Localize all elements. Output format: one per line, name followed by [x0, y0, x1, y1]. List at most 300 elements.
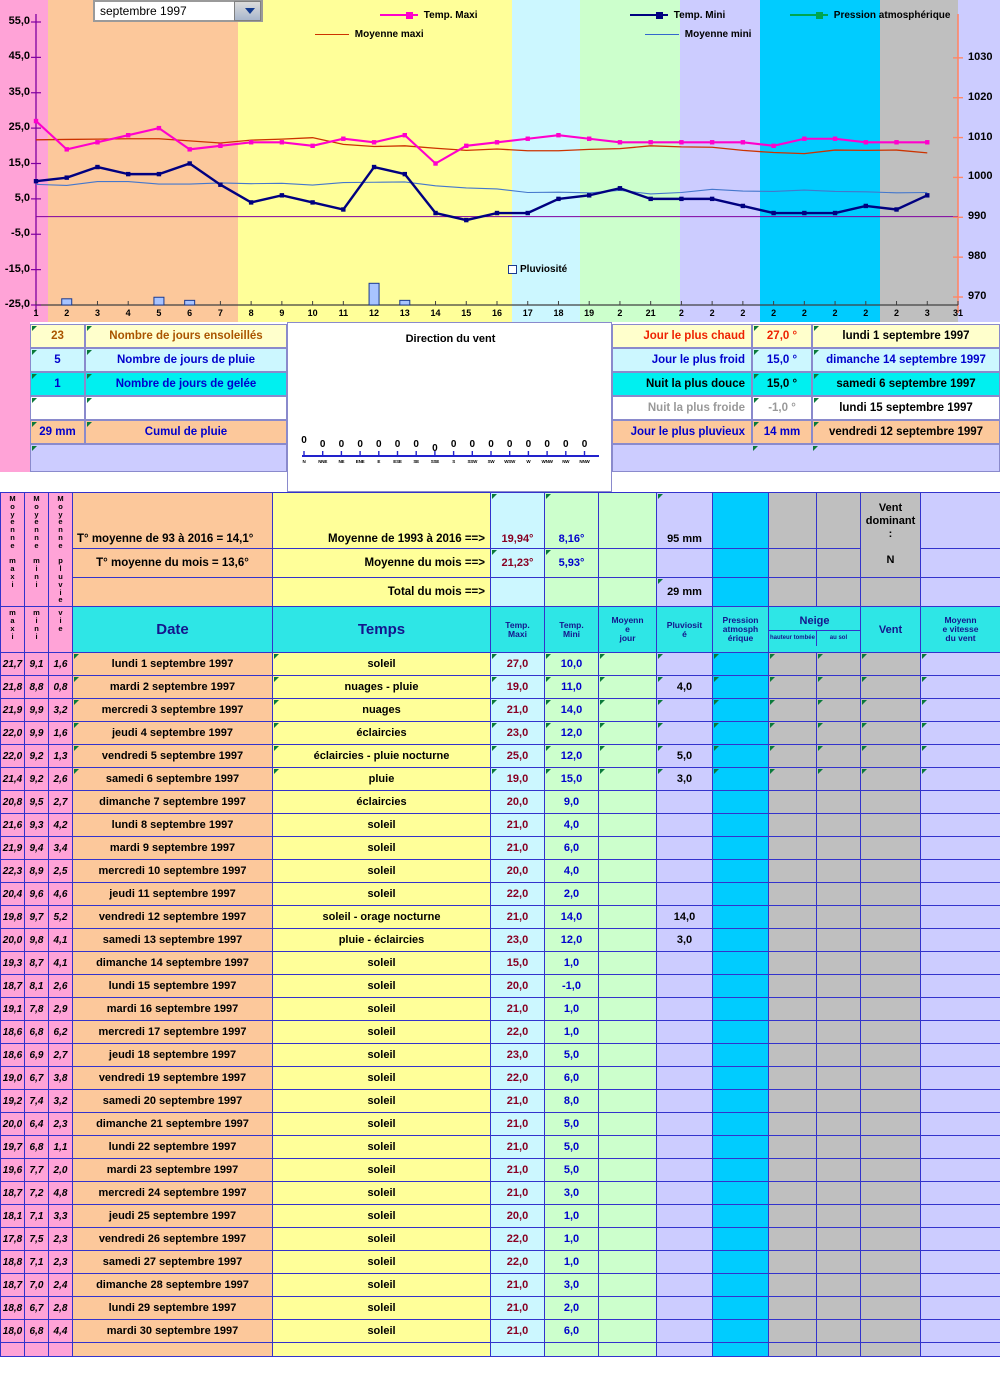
cell-date: lundi 8 septembre 1997 — [73, 814, 273, 837]
cell-temp-mini: 12,0 — [545, 722, 599, 745]
table-row[interactable] — [1, 1228, 1000, 1251]
cell-temp-maxi: 22,0 — [491, 1067, 545, 1090]
table-row[interactable] — [1, 1320, 1000, 1343]
cell-temp-maxi: 21,0 — [491, 837, 545, 860]
header-moyenne-vitesse: Moyenn e vitesse du vent — [921, 607, 1000, 653]
cell-moyenne-mini: 9,1 — [25, 653, 49, 676]
cell-neige-hauteur — [769, 1136, 817, 1159]
cell-moyenne-maxi: 19,8 — [1, 906, 25, 929]
cell-temp-mini: 6,0 — [545, 1320, 599, 1343]
cell-moyenne-mini: 7,8 — [25, 998, 49, 1021]
cell-temp-mini: 10,0 — [545, 653, 599, 676]
cell-pluviosite: 5,0 — [657, 745, 713, 768]
cell-neige-hauteur — [769, 906, 817, 929]
cell-temp-maxi: 21,0 — [491, 1159, 545, 1182]
cell-moyenne-pluvie: 2,0 — [49, 1159, 73, 1182]
cell-temps: soleil — [273, 1182, 491, 1205]
table-row[interactable] — [1, 1297, 1000, 1320]
cell-moyenne-pluvie: 4,8 — [49, 1182, 73, 1205]
cell-neige-au-sol — [817, 929, 861, 952]
cell-pression — [713, 791, 769, 814]
cell-temp-maxi: 22,0 — [491, 1251, 545, 1274]
weather-table-block — [0, 492, 1000, 1357]
cell-moyenne-pluvie: 1,6 — [49, 722, 73, 745]
cell-moyenne-pluvie: 4,1 — [49, 952, 73, 975]
summary-right-label: Nuit la plus froide — [612, 396, 752, 420]
cell-moyenne-pluvie: 2,3 — [49, 1113, 73, 1136]
cell-moyenne-maxi: 18,8 — [1, 1251, 25, 1274]
cell-moyenne-jour — [599, 860, 657, 883]
cell-temp-mini: 9,0 — [545, 791, 599, 814]
table-row[interactable] — [1, 745, 1000, 768]
cell-pluviosite — [657, 1067, 713, 1090]
cell-moyenne-maxi: 19,3 — [1, 952, 25, 975]
cell-pluviosite — [657, 1274, 713, 1297]
cell-moyenne-maxi: 17,8 — [1, 1228, 25, 1251]
legend-item-pression-atmosph-rique — [790, 10, 950, 21]
cell-vent — [861, 791, 921, 814]
x-axis-tick: 17 — [522, 308, 533, 318]
summary-left-label: Nombre de jours de gelée — [85, 372, 287, 396]
wind-direction-label: SW — [487, 459, 495, 464]
cell-moyenne-vitesse — [921, 1228, 1000, 1251]
cell-pression — [713, 814, 769, 837]
cell-neige-hauteur — [769, 1090, 817, 1113]
wind-direction-label: SE — [413, 459, 419, 464]
cell-temp-mini: 5,0 — [545, 1113, 599, 1136]
total-pluv: 29 mm — [657, 577, 713, 606]
cell-temps: éclaircies — [273, 791, 491, 814]
cell-vent — [861, 1021, 921, 1044]
x-axis-tick: 2 — [771, 308, 777, 318]
cell-temp-mini: 1,0 — [545, 998, 599, 1021]
cell-blank — [657, 1343, 713, 1357]
cell-pression — [713, 676, 769, 699]
avg-month-label: Moyenne du mois ==> — [273, 548, 491, 577]
cell-temp-mini: 1,0 — [545, 1021, 599, 1044]
cell-date: jeudi 11 septembre 1997 — [73, 883, 273, 906]
cell-pluviosite — [657, 1044, 713, 1067]
cell-moyenne-jour — [599, 653, 657, 676]
cell-vent — [861, 1090, 921, 1113]
summary-block — [0, 322, 1000, 492]
cell-temp-maxi: 21,0 — [491, 1297, 545, 1320]
y-axis-tick-right: 1030 — [968, 50, 993, 63]
table-row[interactable] — [1, 1274, 1000, 1297]
cell-pluviosite — [657, 1297, 713, 1320]
legend-label: Temp. Maxi — [423, 10, 478, 21]
cell-moyenne-pluvie: 4,4 — [49, 1320, 73, 1343]
legend-item-temp-mini — [630, 10, 725, 21]
cell-neige-au-sol — [817, 998, 861, 1021]
cell-vent — [861, 1044, 921, 1067]
cell-moyenne-mini: 6,8 — [25, 1136, 49, 1159]
vheader-moyenne-maxi: M o y e n n e m a x i — [1, 493, 25, 607]
cell-moyenne-mini: 9,7 — [25, 906, 49, 929]
cell-date: lundi 1 septembre 1997 — [73, 653, 273, 676]
wind-direction-label: WSW — [504, 459, 516, 464]
cell-moyenne-vitesse — [921, 1320, 1000, 1343]
legend-item-temp-maxi — [380, 10, 478, 21]
cell-temp-mini: 3,0 — [545, 1274, 599, 1297]
cell-neige-au-sol — [817, 1182, 861, 1205]
legend-label: Pression atmosphérique — [833, 10, 951, 21]
month-selector[interactable] — [93, 0, 263, 22]
header-vent: Vent — [861, 607, 921, 653]
cell-blank — [491, 1343, 545, 1357]
cell-moyenne-mini: 7,1 — [25, 1205, 49, 1228]
header-pluviosite: Pluviosit é — [657, 607, 713, 653]
cell-vent — [861, 653, 921, 676]
cell-neige-au-sol — [817, 791, 861, 814]
table-row[interactable] — [1, 952, 1000, 975]
chevron-down-icon[interactable] — [234, 1, 261, 21]
x-axis-tick: 2 — [863, 308, 869, 318]
cell-moyenne-vitesse — [921, 837, 1000, 860]
wind-direction-label: N — [302, 459, 306, 464]
total-label: Total du mois ==> — [273, 577, 491, 606]
cell-temps: soleil — [273, 1159, 491, 1182]
header-pression: Pression atmosph érique — [713, 607, 769, 653]
wind-value: 0 — [563, 439, 569, 450]
wind-value: 0 — [432, 443, 438, 454]
x-axis-tick: 8 — [248, 308, 254, 318]
weather-chart — [0, 0, 1000, 322]
total-pression — [713, 577, 769, 606]
header-temp-mini: Temp. Mini — [545, 607, 599, 653]
cell-temps: soleil — [273, 883, 491, 906]
cell-vent — [861, 929, 921, 952]
summary-left-label: Nombre de jours ensoleillés — [85, 324, 287, 348]
cell-moyenne-vitesse — [921, 1205, 1000, 1228]
cell-moyenne-maxi: 19,0 — [1, 1067, 25, 1090]
wind-direction-label: NNE — [318, 459, 328, 464]
cell-pression — [713, 653, 769, 676]
cell-moyenne-mini: 6,7 — [25, 1297, 49, 1320]
cell-date: vendredi 26 septembre 1997 — [73, 1228, 273, 1251]
table-row[interactable] — [1, 722, 1000, 745]
table-row[interactable] — [1, 1159, 1000, 1182]
cell-neige-hauteur — [769, 745, 817, 768]
cell-temp-maxi: 20,0 — [491, 975, 545, 998]
total-maxi — [491, 577, 545, 606]
x-axis-tick: 2 — [740, 308, 746, 318]
avg-ref-pression — [713, 493, 769, 549]
cell-date: dimanche 14 septembre 1997 — [73, 952, 273, 975]
cell-neige-au-sol — [817, 1159, 861, 1182]
cell-vent — [861, 1297, 921, 1320]
x-axis-tick: 2 — [64, 308, 70, 318]
avg-month-neige-h — [769, 548, 817, 577]
cell-temp-mini: 6,0 — [545, 1067, 599, 1090]
cell-moyenne-vitesse — [921, 1159, 1000, 1182]
x-axis-tick: 31 — [952, 308, 963, 318]
cell-temp-mini: 3,0 — [545, 1182, 599, 1205]
avg-ref-maxi: 19,94° — [491, 493, 545, 549]
cell-moyenne-maxi: 20,0 — [1, 929, 25, 952]
x-axis-tick: 13 — [399, 308, 410, 318]
wind-direction-label: ESE — [393, 459, 402, 464]
table-row[interactable] — [1, 1067, 1000, 1090]
cell-neige-hauteur — [769, 998, 817, 1021]
cell-pluviosite — [657, 1159, 713, 1182]
cell-pression — [713, 1182, 769, 1205]
cell-moyenne-jour — [599, 1251, 657, 1274]
cell-pression — [713, 906, 769, 929]
cell-vent — [861, 975, 921, 998]
wind-direction-label: NNW — [579, 459, 590, 464]
cell-moyenne-maxi: 22,3 — [1, 860, 25, 883]
cell-temps: soleil — [273, 998, 491, 1021]
cell-moyenne-maxi: 18,7 — [1, 1182, 25, 1205]
cell-moyenne-maxi: 18,0 — [1, 1320, 25, 1343]
cell-temp-mini: 12,0 — [545, 745, 599, 768]
cell-pluviosite — [657, 1228, 713, 1251]
table-row[interactable] — [1, 768, 1000, 791]
cell-pression — [713, 1136, 769, 1159]
cell-temps: soleil — [273, 952, 491, 975]
cell-temps: soleil — [273, 837, 491, 860]
cell-temp-maxi: 21,0 — [491, 1090, 545, 1113]
table-row[interactable] — [1, 929, 1000, 952]
cell-vent — [861, 699, 921, 722]
table-row[interactable] — [1, 1090, 1000, 1113]
cell-date: lundi 29 septembre 1997 — [73, 1297, 273, 1320]
table-row[interactable] — [1, 1251, 1000, 1274]
cell-date: lundi 22 septembre 1997 — [73, 1136, 273, 1159]
cell-moyenne-pluvie: 1,1 — [49, 1136, 73, 1159]
vheader-mini: m i n i — [25, 607, 49, 653]
cell-moyenne-pluvie: 2,5 — [49, 860, 73, 883]
table-row[interactable] — [1, 1182, 1000, 1205]
table-row[interactable] — [1, 1113, 1000, 1136]
avg-month-note: T° moyenne du mois = 13,6° — [73, 548, 273, 577]
legend-label: Pluviosité — [520, 264, 568, 275]
cell-neige-au-sol — [817, 1136, 861, 1159]
cell-vent — [861, 1067, 921, 1090]
cell-date: jeudi 25 septembre 1997 — [73, 1205, 273, 1228]
cell-pluviosite — [657, 975, 713, 998]
cell-temp-mini: 15,0 — [545, 768, 599, 791]
vent-dominant: Vent dominant : N — [861, 493, 921, 578]
avg-ref-mini: 8,16° — [545, 493, 599, 549]
table-row-blank — [1, 1343, 1000, 1357]
table-row[interactable] — [1, 676, 1000, 699]
table-row[interactable] — [1, 1136, 1000, 1159]
cell-neige-au-sol — [817, 768, 861, 791]
wind-value: 0 — [581, 439, 588, 450]
avg-month-neige-s — [817, 548, 861, 577]
cell-neige-au-sol — [817, 653, 861, 676]
cell-vent — [861, 883, 921, 906]
legend-label: Temp. Mini — [673, 10, 726, 21]
cell-pression — [713, 1274, 769, 1297]
cell-temp-mini: 1,0 — [545, 952, 599, 975]
cell-moyenne-vitesse — [921, 998, 1000, 1021]
cell-neige-hauteur — [769, 1044, 817, 1067]
summary-right-value: 15,0 ° — [752, 372, 812, 396]
cell-moyenne-mini: 6,8 — [25, 1320, 49, 1343]
cell-blank — [545, 1343, 599, 1357]
cell-moyenne-jour — [599, 676, 657, 699]
cell-moyenne-maxi: 21,8 — [1, 676, 25, 699]
avg-ref-neige-s — [817, 493, 861, 549]
cell-neige-au-sol — [817, 1228, 861, 1251]
wind-direction-label: E — [377, 459, 381, 464]
cell-neige-au-sol — [817, 1320, 861, 1343]
table-row[interactable] — [1, 1021, 1000, 1044]
table-row[interactable] — [1, 998, 1000, 1021]
cell-neige-hauteur — [769, 952, 817, 975]
table-row[interactable] — [1, 791, 1000, 814]
cell-moyenne-jour — [599, 883, 657, 906]
cell-pression — [713, 837, 769, 860]
summary-right-date: vendredi 12 septembre 1997 — [812, 420, 1000, 444]
cell-moyenne-pluvie: 2,7 — [49, 1044, 73, 1067]
cell-temps: soleil — [273, 1067, 491, 1090]
month-selector-value: septembre 1997 — [100, 4, 187, 18]
summary-right-value: 15,0 ° — [752, 348, 812, 372]
cell-vent — [861, 722, 921, 745]
cell-neige-hauteur — [769, 1021, 817, 1044]
cell-pluviosite — [657, 1113, 713, 1136]
cell-pluviosite — [657, 1182, 713, 1205]
cell-vent — [861, 745, 921, 768]
x-axis-tick: 2 — [678, 308, 684, 318]
cell-moyenne-maxi: 20,4 — [1, 883, 25, 906]
cell-moyenne-vitesse — [921, 814, 1000, 837]
cell-date: vendredi 5 septembre 1997 — [73, 745, 273, 768]
table-row[interactable] — [1, 906, 1000, 929]
table-row[interactable] — [1, 1044, 1000, 1067]
cell-temp-maxi: 22,0 — [491, 1228, 545, 1251]
cell-temp-maxi: 20,0 — [491, 791, 545, 814]
wind-value: 0 — [525, 439, 532, 450]
cell-vent — [861, 1320, 921, 1343]
summary-right-date: samedi 6 septembre 1997 — [812, 372, 1000, 396]
y-axis-tick-left: 25,0 — [8, 121, 30, 134]
cell-temps: soleil — [273, 1136, 491, 1159]
summary-right-spacer — [612, 444, 1000, 472]
cell-moyenne-vitesse — [921, 1297, 1000, 1320]
y-axis-tick-left: -5,0 — [11, 227, 30, 240]
table-row[interactable] — [1, 975, 1000, 998]
wind-direction-label: NW — [562, 459, 570, 464]
cell-neige-hauteur — [769, 768, 817, 791]
cell-moyenne-mini: 9,6 — [25, 883, 49, 906]
cell-moyenne-pluvie: 3,4 — [49, 837, 73, 860]
cell-temps: soleil — [273, 1274, 491, 1297]
cell-moyenne-mini: 9,9 — [25, 699, 49, 722]
cell-pression — [713, 998, 769, 1021]
cell-neige-hauteur — [769, 975, 817, 998]
x-axis-tick: 2 — [832, 308, 838, 318]
cell-temps: soleil — [273, 1297, 491, 1320]
cell-pluviosite: 3,0 — [657, 768, 713, 791]
cell-moyenne-jour — [599, 1067, 657, 1090]
cell-moyenne-maxi: 22,0 — [1, 722, 25, 745]
table-row[interactable] — [1, 883, 1000, 906]
vheader-pluvie: v i e — [49, 607, 73, 653]
cell-temp-mini: 14,0 — [545, 906, 599, 929]
cell-temp-mini: 8,0 — [545, 1090, 599, 1113]
cell-temp-mini: 11,0 — [545, 676, 599, 699]
table-row[interactable] — [1, 1205, 1000, 1228]
cell-moyenne-maxi: 18,7 — [1, 975, 25, 998]
x-axis-tick: 21 — [645, 308, 656, 318]
cell-moyenne-vitesse — [921, 768, 1000, 791]
y-axis-tick-right: 990 — [968, 210, 987, 223]
cell-moyenne-pluvie: 0,8 — [49, 676, 73, 699]
x-axis-tick: 10 — [307, 308, 318, 318]
cell-pression — [713, 1251, 769, 1274]
cell-neige-au-sol — [817, 883, 861, 906]
cell-date: dimanche 21 septembre 1997 — [73, 1113, 273, 1136]
cell-temp-mini: 2,0 — [545, 1297, 599, 1320]
table-row[interactable] — [1, 837, 1000, 860]
cell-temp-maxi: 23,0 — [491, 1044, 545, 1067]
summary-left-edge — [0, 322, 30, 472]
cell-blank — [921, 1343, 1000, 1357]
summary-right-date: lundi 15 septembre 1997 — [812, 396, 1000, 420]
cell-neige-hauteur — [769, 1159, 817, 1182]
cell-blank — [49, 1343, 73, 1357]
cell-moyenne-jour — [599, 1159, 657, 1182]
total-neige-s — [817, 577, 861, 606]
table-row[interactable] — [1, 860, 1000, 883]
wind-value: 0 — [319, 439, 326, 450]
cell-moyenne-mini: 9,3 — [25, 814, 49, 837]
cell-blank — [1, 1343, 25, 1357]
cell-temp-mini: 2,0 — [545, 883, 599, 906]
cell-moyenne-mini: 7,2 — [25, 1182, 49, 1205]
table-row[interactable] — [1, 699, 1000, 722]
cell-moyenne-mini: 7,4 — [25, 1090, 49, 1113]
cell-temp-maxi: 21,0 — [491, 906, 545, 929]
cell-neige-hauteur — [769, 722, 817, 745]
cell-moyenne-jour — [599, 975, 657, 998]
cell-vent — [861, 906, 921, 929]
avg-ref-moyenne — [599, 493, 657, 549]
cell-neige-hauteur — [769, 699, 817, 722]
cell-date: mercredi 17 septembre 1997 — [73, 1021, 273, 1044]
cell-pluviosite — [657, 1205, 713, 1228]
cell-moyenne-mini: 6,7 — [25, 1067, 49, 1090]
cell-vent — [861, 837, 921, 860]
cell-moyenne-maxi: 21,7 — [1, 653, 25, 676]
avg-month-pluv — [657, 548, 713, 577]
chart-plot-area — [0, 0, 1000, 322]
x-axis-tick: 1 — [33, 308, 39, 318]
cell-moyenne-mini: 7,0 — [25, 1274, 49, 1297]
table-row[interactable] — [1, 653, 1000, 676]
cell-vent — [861, 1205, 921, 1228]
cell-moyenne-mini: 9,5 — [25, 791, 49, 814]
cell-moyenne-pluvie: 3,2 — [49, 699, 73, 722]
cell-moyenne-mini: 6,4 — [25, 1113, 49, 1136]
cell-date: samedi 13 septembre 1997 — [73, 929, 273, 952]
cell-date: mardi 9 septembre 1997 — [73, 837, 273, 860]
summary-left-value: 1 — [30, 372, 85, 396]
cell-moyenne-vitesse — [921, 745, 1000, 768]
cell-moyenne-vitesse — [921, 1136, 1000, 1159]
table-row[interactable] — [1, 814, 1000, 837]
cell-moyenne-vitesse — [921, 1113, 1000, 1136]
summary-right-label: Jour le plus pluvieux — [612, 420, 752, 444]
cell-moyenne-jour — [599, 929, 657, 952]
cell-temp-mini: 12,0 — [545, 929, 599, 952]
cell-moyenne-mini: 9,9 — [25, 722, 49, 745]
